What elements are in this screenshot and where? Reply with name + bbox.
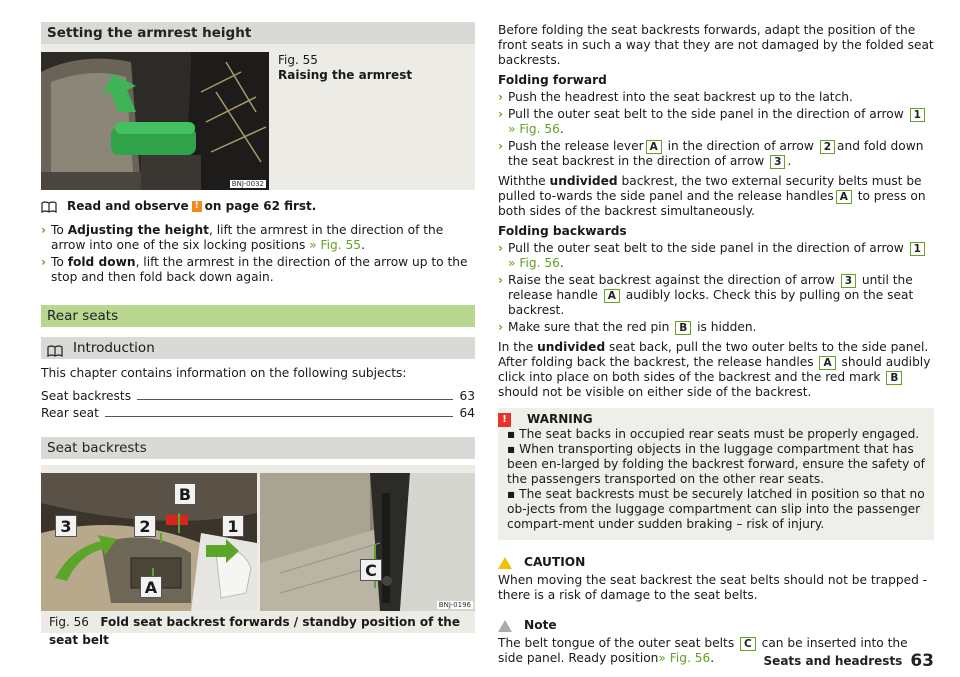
list-item: › To fold down, lift the armrest in the direction of the arrow up to the stop and then fold back down again. bbox=[41, 255, 468, 284]
callout-label: 3 bbox=[55, 515, 77, 537]
list-item: › Pull the outer seat belt to the side panel in the direction of arrow 1 » Fig. 56. bbox=[498, 241, 934, 271]
figure-55 bbox=[41, 44, 475, 190]
book-icon bbox=[41, 201, 57, 213]
fig-link[interactable]: » Fig. 56 bbox=[508, 256, 560, 270]
caution-icon bbox=[498, 557, 512, 569]
intro-paragraph: Before folding the seat backrests forwards, adapt the position of the front seats in such a way that they are not damaged by the folded seat backrests. bbox=[498, 23, 934, 67]
note-heading: Note bbox=[498, 618, 934, 633]
fig-title: Raising the armrest bbox=[278, 68, 413, 82]
left-column bbox=[41, 22, 475, 647]
callout-label: C bbox=[360, 559, 382, 581]
toc-entry[interactable]: Seat backrests 63 bbox=[41, 389, 475, 403]
chevron-right-icon: › bbox=[498, 139, 504, 153]
warning-item: ▪ The seat backrests must be securely latched in position so that no ob-jects from the luggage compartment can slip into the passenger compart-ment under sudden braking – risk of injury. bbox=[507, 487, 925, 531]
warning-square-icon: ! bbox=[192, 201, 202, 212]
folding-forward-heading: Folding forward bbox=[498, 73, 607, 87]
backrest-photo bbox=[41, 473, 257, 611]
fig-56-caption: Fig. 56 Fold seat backrest forwards / standby position of the seat belt bbox=[49, 615, 460, 647]
fig-link[interactable]: » Fig. 56 bbox=[508, 122, 560, 136]
warning-box: ! WARNING ▪ The seat backs in occupied rear seats must be properly engaged. ▪ When transporting objects in the luggage compartment that has been en-larged by folding the backrest forward, ensure the safety of the passengers transported on the other rear seats. ▪ The seat backrests must be securely latched in position so that no ob-jects from the luggage compartment can slip into the passenger compart-ment under sudden braking – risk of injury. bbox=[498, 408, 934, 540]
undivided-paragraph-1: Withthe undivided backrest, the two external security belts must be pulled to-wards the side panel and the release handles A to press on both sides of the backrest simultaneously. bbox=[498, 174, 926, 218]
list-item: › Make sure that the red pin B is hidden. bbox=[498, 320, 757, 334]
callout-label: 2 bbox=[134, 515, 156, 537]
note-text: The belt tongue of the outer seat belts C can be inserted into the side panel. Ready position» Fig. 56. bbox=[498, 636, 908, 665]
fig-number: Fig. 55 bbox=[278, 53, 318, 67]
callout-label: A bbox=[140, 576, 162, 598]
toc-entry[interactable]: Rear seat 64 bbox=[41, 406, 475, 420]
seatbelt-photo bbox=[260, 473, 475, 611]
fig-55-caption bbox=[269, 44, 412, 190]
chevron-right-icon: › bbox=[41, 223, 47, 237]
seat-backrests-title: Seat backrests bbox=[41, 437, 475, 459]
intro-text: This chapter contains information on the following subjects: bbox=[41, 366, 407, 380]
list-item: › To Adjusting the height, lift the armrest in the direction of the arrow into one of the six locking positions » Fig. 55. bbox=[41, 223, 444, 252]
read-observe-line: Read and observe ! on page 62 first. bbox=[41, 199, 475, 214]
list-item: › Push the release lever A in the direction of arrow 2 and fold down the seat backrest in the direction of arrow 3 . bbox=[498, 139, 924, 168]
caution-heading: CAUTION bbox=[498, 555, 934, 570]
armrest-photo bbox=[41, 52, 269, 190]
warning-item: ▪ The seat backs in occupied rear seats must be properly engaged. bbox=[507, 427, 920, 441]
list-item: › Pull the outer seat belt to the side panel in the direction of arrow 1 » Fig. 56. bbox=[498, 107, 934, 137]
img-code: BNJ-0032 bbox=[231, 180, 264, 188]
callout-label: 1 bbox=[222, 515, 244, 537]
chevron-right-icon: › bbox=[498, 107, 504, 121]
armrest-section-title: Setting the armrest height bbox=[41, 22, 475, 44]
chevron-right-icon: › bbox=[498, 90, 504, 104]
footer-chapter: Seats and headrests bbox=[763, 654, 903, 668]
caution-text: When moving the seat backrest the seat belts should not be trapped - there is a risk of damage to the seat belts. bbox=[498, 573, 928, 602]
page-footer bbox=[763, 651, 934, 671]
chevron-right-icon: › bbox=[498, 273, 504, 287]
introduction-header: Introduction bbox=[41, 337, 475, 359]
figure-56 bbox=[41, 465, 475, 647]
list-item: › Push the headrest into the seat backrest up to the latch. bbox=[498, 90, 853, 104]
right-column bbox=[498, 22, 934, 666]
list-item: › Raise the seat backrest against the direction of arrow 3 until the release handle A audibly locks. Check this by pulling on the seat backrest. bbox=[498, 273, 914, 317]
callout-label: B bbox=[174, 483, 196, 505]
fig-link[interactable]: » Fig. 56 bbox=[658, 651, 711, 665]
note-icon bbox=[498, 620, 512, 632]
warning-icon: ! bbox=[498, 413, 511, 427]
rear-seats-title: Rear seats bbox=[41, 305, 475, 327]
fig-link[interactable]: » Fig. 55 bbox=[309, 238, 362, 252]
chevron-right-icon: › bbox=[498, 320, 504, 334]
warning-item: ▪ When transporting objects in the luggage compartment that has been en-larged by folding the backrest forward, ensure the safety of the passengers transported on the other rear seats. bbox=[507, 442, 925, 486]
img-code: BNJ-0196 bbox=[438, 601, 471, 609]
book-icon bbox=[47, 342, 63, 354]
chevron-right-icon: › bbox=[498, 241, 504, 255]
undivided-paragraph-2: In the undivided seat back, pull the two outer belts to the side panel. After folding back the backrest, the release handles A should audibly click into place on both sides of the backrest and the red mark B should not be visible on either side of the backrest. bbox=[498, 340, 931, 399]
folding-backwards-heading: Folding backwards bbox=[498, 224, 627, 238]
page-number: 63 bbox=[910, 651, 934, 671]
chevron-right-icon: › bbox=[41, 255, 47, 269]
